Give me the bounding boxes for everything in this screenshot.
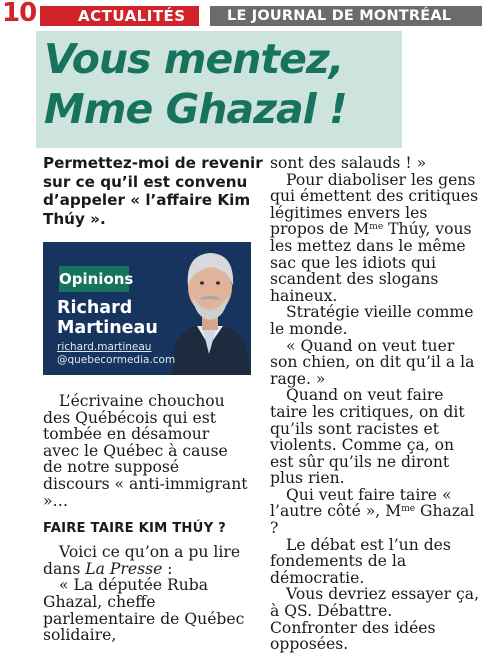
author-portrait [167,242,251,375]
section-label: ACTUALITÉS [40,6,199,26]
body-paragraph: L’écrivaine chouchou des Québécois qui est tombée en désamour avec le Québec à cause de notre supposé discours « anti-immigrant »… [43,392,248,510]
subheading: FAIRE TAIRE KIM THÚY ? [43,521,226,537]
headline-line-2: Mme Ghazal ! [44,85,347,133]
author-first-name: Richard [57,298,133,318]
lead-paragraph: Permettez-moi de revenir sur ce qu’il est convenu d’appeler « l’affaire Kim Thúy ». [43,154,263,228]
body-paragraph: Qui veut faire taire « l’autre côté », $M^{me}$ Ghazal ? [270,485,475,538]
body-paragraph: Quand on veut faire taire les critiques, on dit qu’ils sont racistes et violents. Comme ça, on est sûr qu’ils ne diront plus rien. [270,386,465,488]
publication-name: LE JOURNAL DE MONTRÉAL [210,6,482,26]
author-last-name: Martineau [57,317,158,338]
publication-citation: La Presse [85,559,163,578]
body-paragraph: sont des salauds ! » [270,154,427,172]
author-email-domain: @quebecormedia.com [57,354,176,366]
headline-line-1: Vous mentez, [44,35,344,83]
body-paragraph: Pour diaboliser les gens qui émettent des critiques légitimes envers les propos de $M^{me}$ Thúy, vous les mettez dans le même sac que les idiots qui scandent des slogans haineux. [270,170,479,305]
headline [44,34,347,134]
article-column-right [270,155,482,653]
body-paragraph: Le débat est l’un des fondements de la démocratie. [270,535,451,587]
opinions-badge: Opinions [59,266,129,292]
author-email[interactable] [57,341,175,367]
author-name [57,299,158,338]
author-email-user[interactable]: richard.martineau [57,341,152,353]
body-paragraph: Stratégie vieille comme le monde. [270,303,474,338]
page-number: 10 [2,0,37,28]
article-column-left [43,393,249,644]
body-paragraph: Voici ce qu’on a pu lire dans La Presse : [43,543,241,578]
body-paragraph: « La députée Ruba Ghazal, cheffe parlementaire de Québec solidaire, [43,576,245,645]
body-paragraph: « Quand on veut tuer son chien, on dit qu’il a la rage. » [270,336,475,388]
page-header [0,0,497,30]
body-paragraph: Vous devriez essayer ça, à QS. Débattre. Confronter des idées opposées. [270,585,480,653]
author-card [43,242,251,375]
